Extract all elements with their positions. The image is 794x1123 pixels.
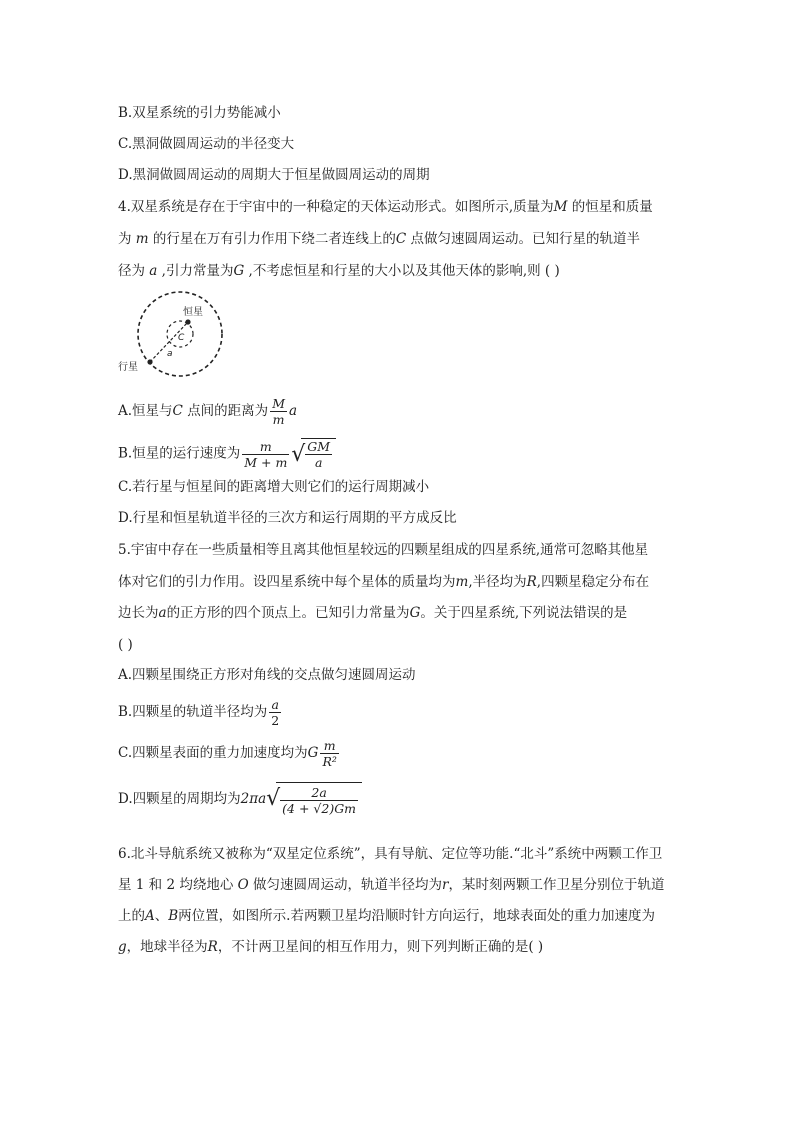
q4-stem-line2: 为 m 的行星在万有引力作用下绕二者连线上的C 点做匀速圆周运动。已知行星的轨道半 (118, 231, 641, 247)
q5-option-d: D.四颗星的周期均为2πa √ $\frac{2a}{(4 + √2)Gm}$ (118, 782, 362, 817)
q4-option-c: C.若行星与恒星间的距离增大则它们的运行周期减小 (118, 479, 430, 495)
q6-stem-line4: g，地球半径为R，不计两卫星间的相互作用力，则下列判断正确的是( ) (118, 939, 544, 955)
fraction: $\frac{m}{\text{R²}}$ (322, 738, 337, 769)
q4-option-b: B.恒星的运行速度为 $\frac{m}{M + m}$ √ $\frac{GM}{a}$ (118, 438, 336, 470)
fraction: $\frac{a}{2}$ (271, 697, 280, 728)
q5-option-c: C.四颗星表面的重力加速度均为G $\frac{m}{\text{R²}}$ (118, 738, 337, 769)
planet-label: 行星 (118, 362, 138, 373)
q4-stem-line1: 4.双星系统是存在于宇宙中的一种稳定的天体运动形式。如图所示,质量为M 的恒星和质量 (118, 199, 653, 215)
q4-option-d: D.行星和恒星轨道半径的三次方和运行周期的平方成反比 (118, 510, 457, 526)
q4-option-a: A.恒星与C 点间的距离为 $\frac{M}{m}$ a (118, 396, 298, 427)
planet-dot (147, 359, 152, 364)
q5-option-a: A.四颗星围绕正方形对角线的交点做匀速圆周运动 (118, 667, 416, 683)
q3-option-d: D.黑洞做圆周运动的周期大于恒星做圆周运动的周期 (118, 167, 430, 183)
star-dot (185, 319, 190, 324)
fraction: $\frac{m}{M + m}$ (244, 438, 288, 470)
q5-stem-line3: 边长为a的正方形的四个顶点上。已知引力常量为G。关于四星系统,下列说法错误的是 (118, 605, 628, 621)
center-label: C (178, 333, 185, 343)
q5-option-b: B.四颗星的轨道半径均为 $\frac{a}{2}$ (118, 697, 280, 728)
q6-stem-line3: 上的A、B两位置，如图所示.若两颗卫星均沿顺时针方向运行，地球表面处的重力加速度为 (118, 908, 655, 924)
radius-label: a (167, 349, 173, 359)
fraction: $\frac{M}{m}$ (272, 396, 285, 427)
q3-option-b: B.双星系统的引力势能减小 (118, 105, 281, 121)
q3-option-c: C.黑洞做圆周运动的半径变大 (118, 136, 295, 152)
fraction: $\frac{2a}{(4 + √2)Gm}$ (282, 785, 357, 816)
star-label: 恒星 (183, 307, 203, 318)
q6-stem-line1: 6.北斗导航系统又被称为“双星定位系统”，具有导航、定位等功能.“北斗”系统中两颗工作卫 (118, 846, 663, 862)
q4-stem-line3: 径为 a ,引力常量为G ,不考虑恒星和行星的大小以及其他天体的影响,则 ( ) (118, 263, 560, 279)
q5-stem-line2: 体对它们的引力作用。设四星系统中每个星体的质量均为m,半径均为R,四颗星稳定分布在 (118, 574, 650, 590)
q4-orbit-figure (116, 288, 236, 384)
q5-stem-line4: ( ) (118, 637, 133, 653)
q5-stem-line1: 5.宇宙中存在一些质量相等且离其他恒星较远的四颗星组成的四星系统,通常可忽略其他星 (118, 542, 649, 558)
q6-stem-line2: 星 1 和 2 均绕地心 O 做匀速圆周运动，轨道半径均为r，某时刻两颗工作卫星分别位于轨道 (118, 877, 665, 893)
square-root: √ $\frac{2a}{(4 + √2)Gm}$ (266, 782, 362, 817)
square-root: √ $\frac{GM}{a}$ (291, 438, 336, 470)
fraction: $\frac{GM}{a}$ (307, 439, 331, 470)
